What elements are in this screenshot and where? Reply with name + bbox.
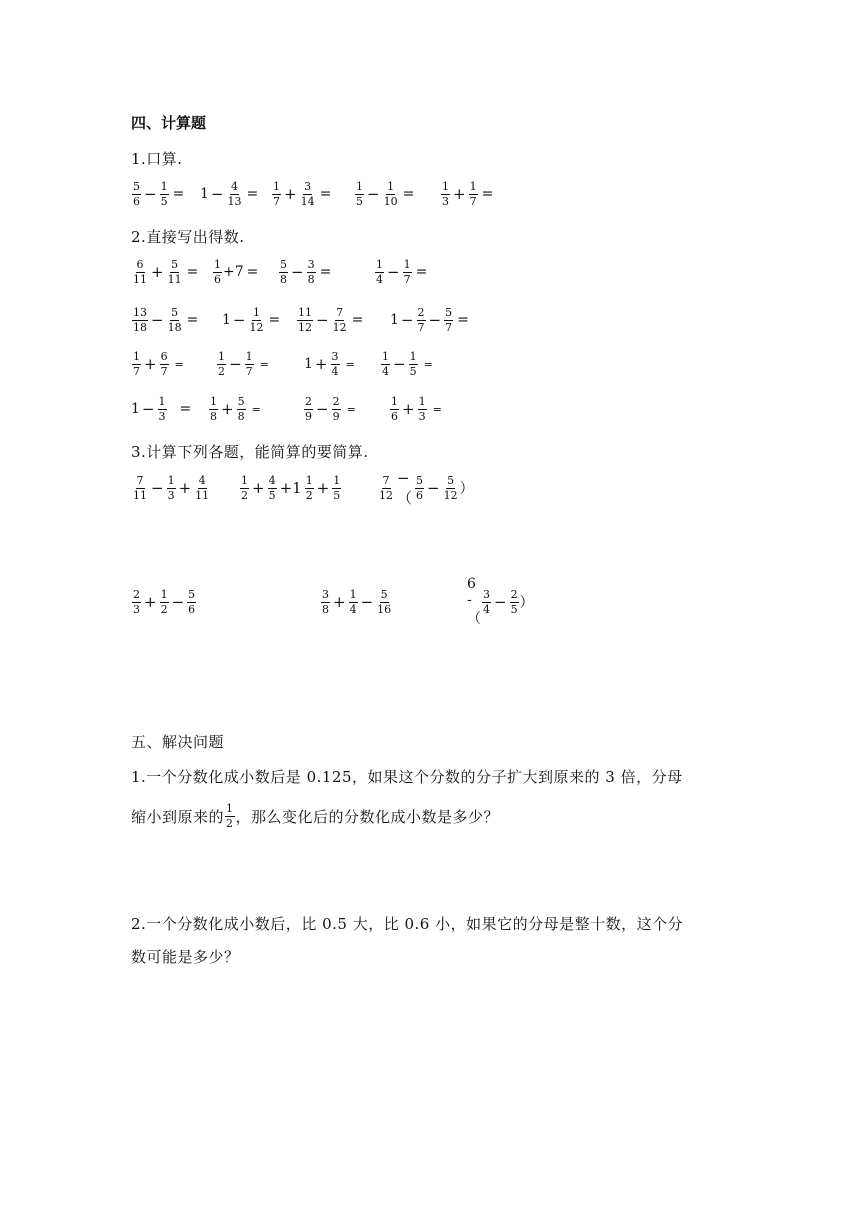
fraction: $\frac{3}{8}$: [322, 587, 329, 616]
expression: $\frac{5}{8}$ − $\frac{3}{8}$ =: [280, 257, 332, 286]
fraction: $\frac{1}{7}$: [245, 349, 253, 378]
fraction: $\frac{1}{12}$: [249, 305, 264, 334]
fraction: $\frac{5}{6}$: [188, 587, 196, 616]
section-5-title: 五、解决问题: [131, 733, 225, 751]
expression: $\frac{1}{5}$ − $\frac{1}{10}$ =: [356, 179, 415, 208]
fraction: $\frac{2}{9}$: [332, 394, 340, 423]
fraction: $\frac{5}{6}$: [133, 179, 140, 208]
expression: $\frac{6}{11}$ + $\frac{5}{11}$ =: [133, 257, 199, 286]
fraction: $\frac{3}{4}$: [331, 349, 339, 378]
expression: 1 − $\frac{2}{7}$ − $\frac{5}{7}$ =: [390, 305, 469, 334]
fraction: $\frac{2}{5}$: [510, 587, 518, 616]
expression: $\frac{1}{4}$ − $\frac{1}{7}$ =: [376, 257, 428, 286]
question-2-label: 2.直接写出得数.: [131, 228, 245, 246]
expression: $\frac{2}{3}$ + $\frac{1}{2}$ − $\frac{5}{6}$: [133, 587, 196, 616]
fraction: $\frac{1}{7}$: [469, 179, 477, 208]
expression: $\frac{5}{6}$ − $\frac{1}{5}$ =: [133, 179, 185, 208]
fraction: $\frac{1}{2}$: [226, 801, 234, 830]
expression: $\frac{7}{12}$ −（ $\frac{5}{6}$ − $\frac{5}{12}$ ）: [379, 468, 474, 507]
fraction: $\frac{7}{11}$: [133, 473, 147, 502]
expression: 1 + $\frac{3}{4}$ =: [304, 349, 355, 378]
fraction: $\frac{1}{6}$: [214, 257, 221, 286]
fraction: $\frac{1}{2}$: [241, 473, 248, 502]
expression: 1 − $\frac{1}{12}$ =: [222, 305, 281, 334]
fraction: $\frac{1}{4}$: [349, 587, 357, 616]
fraction: $\frac{3}{14}$: [300, 179, 315, 208]
expression: $\frac{1}{7}$ + $\frac{6}{7}$ =: [133, 349, 184, 378]
fraction: $\frac{4}{5}$: [268, 473, 276, 502]
question-1-label: 1.口算.: [131, 150, 183, 168]
expression: $\frac{7}{11}$ − $\frac{1}{3}$ + $\frac{4}{11}$: [133, 473, 210, 502]
fraction: $\frac{1}{7}$: [273, 179, 280, 208]
fraction: $\frac{1}{10}$: [383, 179, 398, 208]
fraction: $\frac{1}{7}$: [133, 349, 140, 378]
fraction: $\frac{1}{2}$: [218, 349, 225, 378]
expression: $\frac{1}{6}$ + $\frac{1}{3}$ =: [391, 394, 442, 423]
expression: $\frac{1}{6}$ +7 =: [214, 257, 259, 286]
fraction: $\frac{1}{5}$: [333, 473, 341, 502]
fraction: $\frac{13}{18}$: [133, 305, 147, 334]
expression: $\frac{1}{8}$ + $\frac{5}{8}$ =: [210, 394, 261, 423]
fraction: $\frac{4}{11}$: [195, 473, 210, 502]
fraction: $\frac{1}{2}$: [160, 587, 168, 616]
expression: $\frac{11}{12}$ − $\frac{7}{12}$ =: [298, 305, 364, 334]
problem-1-line-2: 缩小到原来的 $\frac{1}{2}$ ，那么变化后的分数化成小数是多少？: [131, 801, 500, 830]
fraction: $\frac{4}{13}$: [227, 179, 242, 208]
fraction: $\frac{1}{3}$: [167, 473, 175, 502]
expression: $\frac{1}{3}$ + $\frac{1}{7}$ =: [442, 179, 494, 208]
problem-2-line-2: 数可能是多少？: [131, 948, 240, 966]
fraction: $\frac{6}{7}$: [160, 349, 168, 378]
fraction: $\frac{1}{4}$: [382, 349, 389, 378]
fraction: $\frac{5}{8}$: [237, 394, 245, 423]
fraction: $\frac{1}{2}$: [305, 473, 313, 502]
fraction: $\frac{6}{11}$: [133, 257, 147, 286]
problem-1-line-1: 1.一个分数化成小数后是 0.125，如果这个分数的分子扩大到原来的 3 倍，分母: [131, 768, 683, 786]
fraction: $\frac{1}{5}$: [356, 179, 363, 208]
problem-2-line-1: 2.一个分数化成小数后，比 0.5 大，比 0.6 小，如果它的分母是整十数，这个分: [131, 915, 684, 933]
expression: 1 − $\frac{4}{13}$ =: [200, 179, 259, 208]
section-4-title: 四、计算题: [131, 114, 207, 132]
expression: $\frac{3}{8}$ + $\frac{1}{4}$ − $\frac{5}{16}$: [322, 587, 392, 616]
question-3-label: 3.计算下列各题，能简算的要简算.: [131, 443, 369, 461]
expression: 6 - （ $\frac{3}{4}$ − $\frac{2}{5}$ ）: [467, 576, 534, 627]
fraction: $\frac{1}{7}$: [403, 257, 411, 286]
fraction: $\frac{7}{12}$: [332, 305, 347, 334]
expression: 1 − $\frac{1}{3}$ =: [131, 394, 192, 423]
fraction: $\frac{1}{3}$: [158, 394, 166, 423]
fraction: $\frac{7}{12}$: [379, 473, 393, 502]
expression: $\frac{2}{9}$ − $\frac{2}{9}$ =: [305, 394, 356, 423]
fraction: $\frac{5}{6}$: [416, 473, 423, 502]
fraction: $\frac{1}{5}$: [160, 179, 168, 208]
fraction: $\frac{5}{11}$: [167, 257, 182, 286]
fraction: $\frac{5}{16}$: [377, 587, 392, 616]
fraction: $\frac{5}{12}$: [443, 473, 458, 502]
fraction: $\frac{11}{12}$: [298, 305, 312, 334]
fraction: $\frac{3}{4}$: [483, 587, 490, 616]
fraction: $\frac{5}{18}$: [167, 305, 182, 334]
expression: $\frac{1}{4}$ − $\frac{1}{5}$ =: [382, 349, 433, 378]
fraction: $\frac{5}{7}$: [445, 305, 453, 334]
fraction: $\frac{2}{7}$: [417, 305, 425, 334]
expression: $\frac{13}{18}$ − $\frac{5}{18}$ =: [133, 305, 199, 334]
fraction: $\frac{1}{4}$: [376, 257, 383, 286]
fraction: $\frac{2}{9}$: [305, 394, 312, 423]
fraction: $\frac{3}{8}$: [307, 257, 315, 286]
fraction: $\frac{1}{5}$: [409, 349, 417, 378]
fraction: $\frac{1}{6}$: [391, 394, 398, 423]
fraction: $\frac{1}{8}$: [210, 394, 217, 423]
expression: $\frac{1}{2}$ − $\frac{1}{7}$ =: [218, 349, 269, 378]
fraction: $\frac{1}{3}$: [418, 394, 426, 423]
fraction: $\frac{5}{8}$: [280, 257, 287, 286]
fraction: $\frac{1}{3}$: [442, 179, 449, 208]
fraction: $\frac{2}{3}$: [133, 587, 140, 616]
expression: $\frac{1}{2}$ + $\frac{4}{5}$ +1 $\frac{1}{2}$ + $\frac{1}{5}$: [241, 473, 341, 502]
expression: $\frac{1}{7}$ + $\frac{3}{14}$ =: [273, 179, 332, 208]
